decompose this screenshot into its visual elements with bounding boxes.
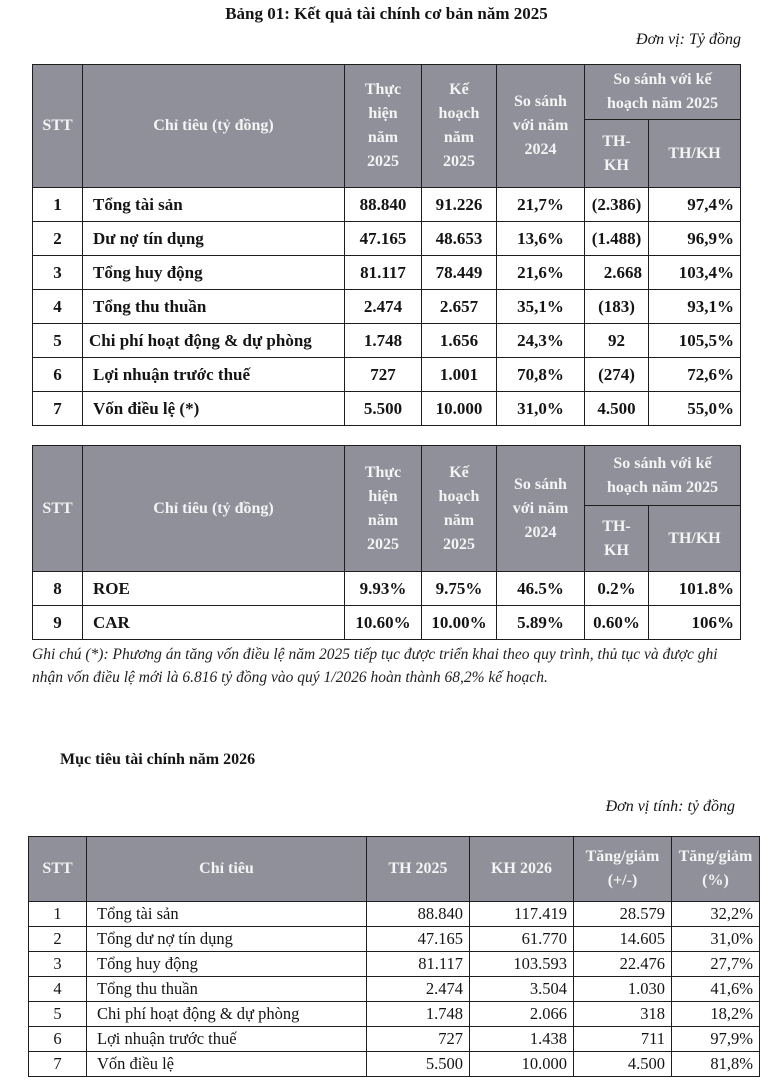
- footnote: Ghi chú (*): Phương án tăng vốn điều lệ năm 2025 tiếp tục được triển khai theo quy trình, thủ tục và được ghi nhận vốn điều lệ mới là 6.816 tỷ đồng vào quý 1/2026 hoàn thành 68,2% kế hoạch.: [32, 646, 718, 686]
- header-stt: STT: [33, 65, 83, 188]
- table-row: 3 Tổng huy động 81.117 78.449 21,6% 2.668 103,4%: [33, 256, 741, 290]
- table-row: 7 Vốn điều lệ 5.500 10.000 4.500 81,8%: [29, 1052, 760, 1077]
- financial-results-2025-table: [32, 64, 741, 426]
- table-row: 4 Tổng thu thuần 2.474 3.504 1.030 41,6%: [29, 977, 760, 1002]
- header-vs-2024: So sánh với năm 2024: [497, 65, 585, 188]
- table-row: 8 ROE 9.93% 9.75% 46.5% 0.2% 101.8%: [33, 572, 741, 606]
- header-metric: Chỉ tiêu (tỷ đồng): [83, 65, 345, 188]
- header-vs-2024: So sánh với năm 2024: [497, 446, 585, 572]
- financial-targets-2026-table: [28, 836, 760, 1077]
- header-th-kh-diff: TH- KH: [585, 120, 649, 188]
- table-row: 5 Chi phí hoạt động & dự phòng 1.748 1.656 24,3% 92 105,5%: [33, 324, 741, 358]
- header-vs-plan: So sánh với kế hoạch năm 2025: [585, 65, 741, 120]
- header-th-kh-diff: TH- KH: [585, 506, 649, 572]
- header-th-2025: TH 2025: [367, 837, 470, 902]
- header-plan: Kế hoạch năm 2025: [422, 65, 497, 188]
- table-row: 6 Lợi nhuận trước thuế 727 1.438 711 97,9%: [29, 1027, 760, 1052]
- header-metric: Chỉ tiêu: [87, 837, 367, 902]
- header-change-pct: Tăng/giảm (%): [672, 837, 760, 902]
- table-row: 2 Dư nợ tín dụng 47.165 48.653 13,6% (1.488) 96,9%: [33, 222, 741, 256]
- table-row: 9 CAR 10.60% 10.00% 5.89% 0.60% 106%: [33, 606, 741, 640]
- header-plan: Kế hoạch năm 2025: [422, 446, 497, 572]
- table1-unit: Đơn vị: Tỷ đồng: [636, 31, 741, 48]
- table-row: 2 Tổng dư nợ tín dụng 47.165 61.770 14.605 31,0%: [29, 927, 760, 952]
- table3-title: Mục tiêu tài chính năm 2026: [60, 751, 256, 768]
- header-actual: Thực hiện năm 2025: [345, 65, 422, 188]
- table1-title: Bảng 01: Kết quả tài chính cơ bản năm 2025: [225, 4, 548, 23]
- header-stt: STT: [33, 446, 83, 572]
- table3-unit: Đơn vị tính: tỷ đồng: [605, 798, 735, 815]
- header-th-kh-ratio: TH/KH: [649, 506, 741, 572]
- header-th-kh-ratio: TH/KH: [649, 120, 741, 188]
- header-change-abs: Tăng/giảm (+/-): [574, 837, 672, 902]
- table-row: 7 Vốn điều lệ (*) 5.500 10.000 31,0% 4.500 55,0%: [33, 392, 741, 426]
- header-vs-plan: So sánh với kế hoạch năm 2025: [585, 446, 741, 506]
- header-metric: Chỉ tiêu (tỷ đồng): [83, 446, 345, 572]
- table-row: 3 Tổng huy động 81.117 103.593 22.476 27,7%: [29, 952, 760, 977]
- ratios-2025-table: [32, 445, 741, 640]
- table-row: 5 Chi phí hoạt động & dự phòng 1.748 2.066 318 18,2%: [29, 1002, 760, 1027]
- table-row: 1 Tổng tài sản 88.840 91.226 21,7% (2.386) 97,4%: [33, 188, 741, 222]
- table-row: 1 Tổng tài sản 88.840 117.419 28.579 32,2%: [29, 902, 760, 927]
- header-stt: STT: [29, 837, 87, 902]
- table-row: 4 Tổng thu thuần 2.474 2.657 35,1% (183) 93,1%: [33, 290, 741, 324]
- table-row: 6 Lợi nhuận trước thuế 727 1.001 70,8% (274) 72,6%: [33, 358, 741, 392]
- header-actual: Thực hiện năm 2025: [345, 446, 422, 572]
- header-kh-2026: KH 2026: [470, 837, 574, 902]
